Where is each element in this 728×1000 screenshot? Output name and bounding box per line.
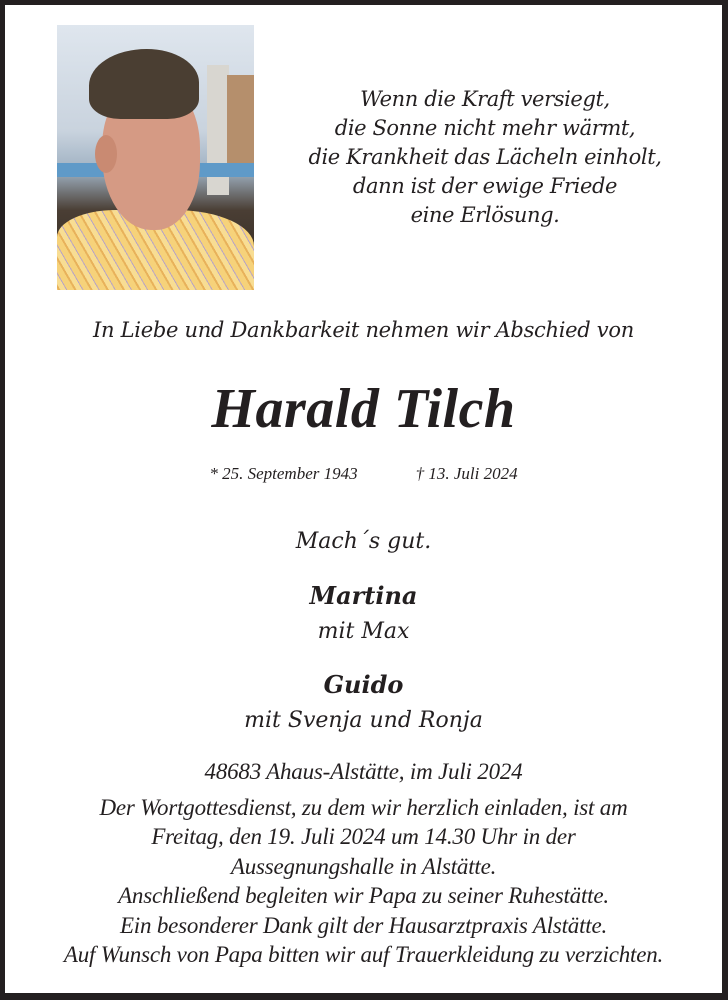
deceased-name: Harald Tilch [211, 378, 516, 440]
family-member-with: mit Max [317, 619, 410, 644]
family-member-with: mit Svenja und Ronja [244, 708, 483, 733]
notice-line: Freitag, den 19. Juli 2024 um 14.30 Uhr in der [151, 824, 576, 849]
birth-date: * 25. September 1943 [209, 464, 358, 483]
photo-ear [95, 135, 117, 173]
portrait-photo [57, 25, 254, 290]
photo-hair [89, 49, 199, 119]
notice-line: Auf Wunsch von Papa bitten wir auf Trauerkleidung zu verzichten. [63, 942, 664, 967]
poem-line: dann ist der ewige Friede [352, 174, 618, 198]
poem-line: eine Erlösung. [410, 203, 560, 227]
family-member-name: Guido [323, 670, 404, 699]
notice-line: Ein besonderer Dank gilt der Hausarztpraxis Alstätte. [119, 912, 608, 938]
poem-line: die Krankheit das Lächeln einholt, [308, 145, 662, 169]
farewell-text: Mach´s gut. [295, 529, 432, 554]
place-date: 48683 Ahaus-Alstätte, im Juli 2024 [204, 759, 523, 784]
intro-text: In Liebe und Dankbarkeit nehmen wir Abschied von [93, 318, 634, 342]
poem-line: Wenn die Kraft versiegt, [360, 87, 610, 111]
notice-line: Aussegnungshalle in Alstätte. [230, 853, 497, 879]
obituary-card [5, 5, 722, 993]
notice-line: Anschließend begleiten wir Papa zu seiner Ruhestätte. [118, 883, 609, 908]
poem-line: die Sonne nicht mehr wärmt, [334, 116, 636, 140]
photo-building [227, 75, 254, 165]
life-dates [5, 464, 722, 484]
footer-notice [5, 757, 722, 970]
notice-line: Der Wortgottesdienst, zu dem wir herzlich einladen, ist am [99, 794, 628, 820]
death-date: † 13. Juli 2024 [415, 464, 518, 483]
family-member-name: Martina [309, 581, 418, 610]
poem [260, 85, 710, 230]
